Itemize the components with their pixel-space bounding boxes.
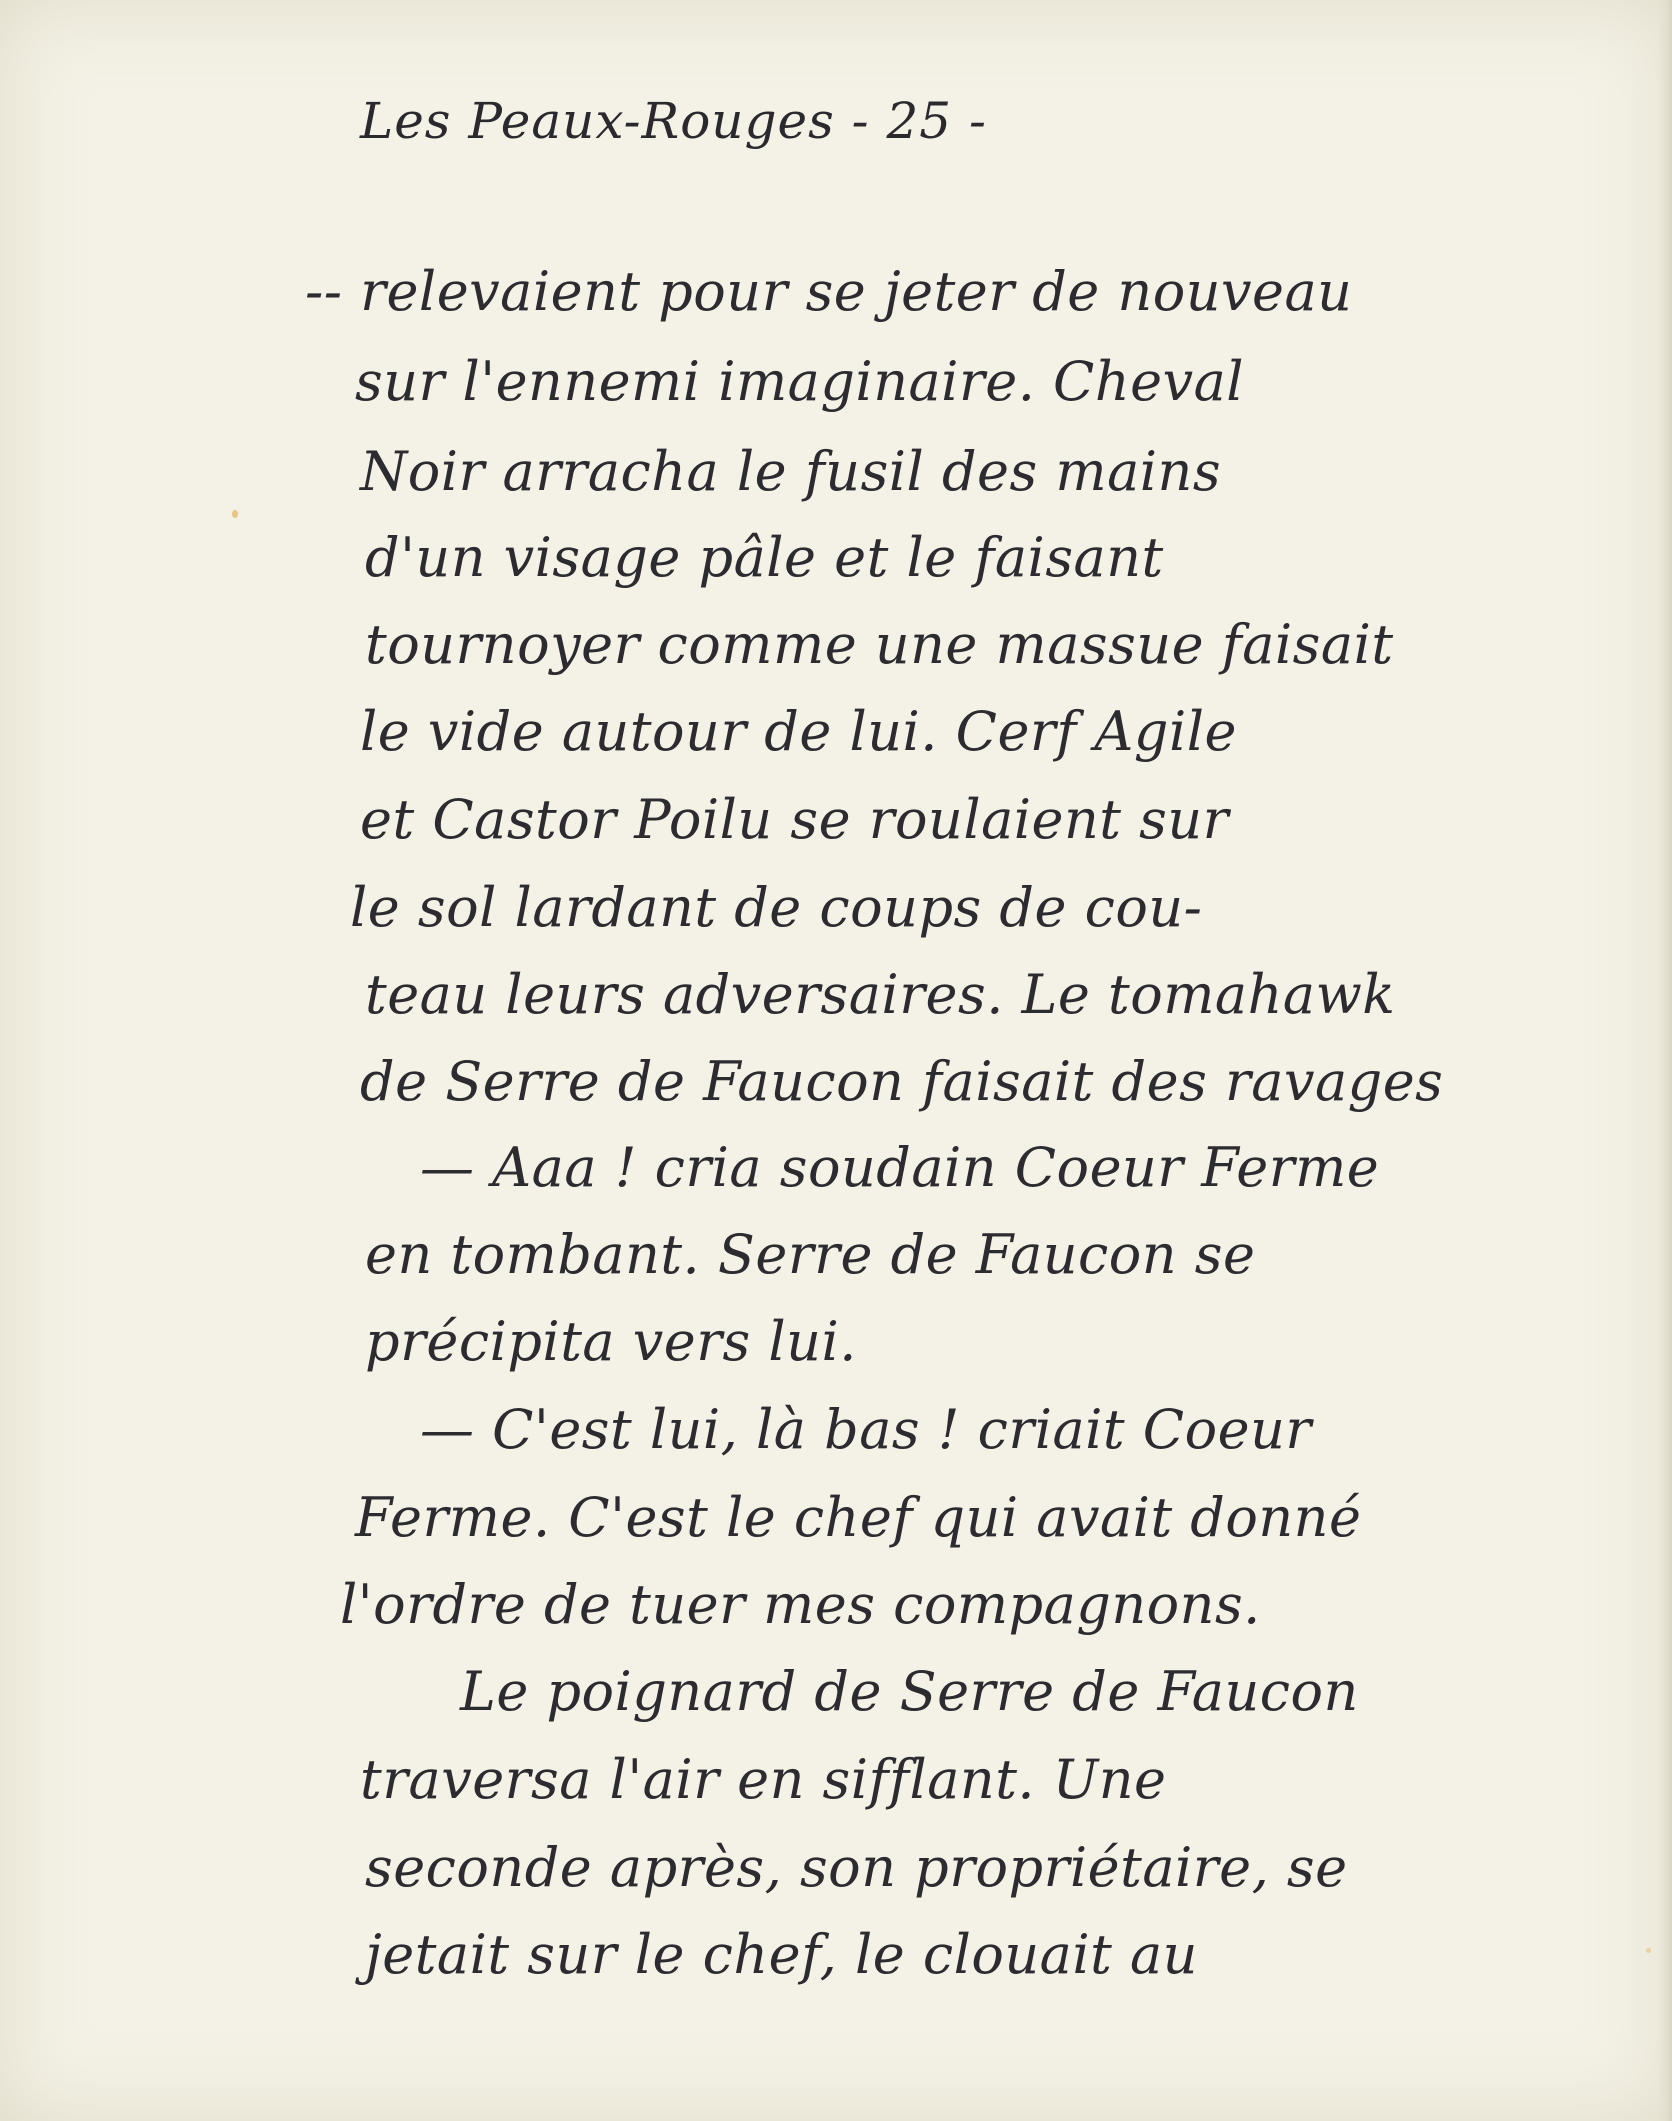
text-line: et Castor Poilu se roulaient sur — [360, 788, 1229, 851]
text-line: -- relevaient pour se jeter de nouveau — [305, 260, 1353, 323]
text-line: Le poignard de Serre de Faucon — [460, 1660, 1359, 1723]
text-line: le vide autour de lui. Cerf Agile — [360, 700, 1237, 763]
text-line: d'un visage pâle et le faisant — [365, 526, 1164, 589]
text-line: — C'est lui, là bas ! criait Coeur — [420, 1398, 1312, 1461]
text-line: teau leurs adversaires. Le tomahawk — [365, 963, 1396, 1026]
paper-stain — [1646, 1948, 1651, 1953]
text-line: traversa l'air en sifflant. Une — [360, 1748, 1167, 1811]
text-line: précipita vers lui. — [365, 1310, 857, 1373]
text-line: de Serre de Faucon faisait des ravages — [360, 1050, 1444, 1113]
text-line: tournoyer comme une massue faisait — [365, 613, 1394, 676]
text-line: en tombant. Serre de Faucon se — [365, 1223, 1256, 1286]
text-line: jetait sur le chef, le clouait au — [365, 1923, 1198, 1986]
page-heading: Les Peaux-Rouges - 25 - — [360, 92, 987, 150]
text-line: l'ordre de tuer mes compagnons. — [340, 1573, 1261, 1636]
text-line: — Aaa ! cria soudain Coeur Ferme — [420, 1136, 1380, 1199]
text-line: Noir arracha le fusil des mains — [360, 440, 1222, 503]
text-line: sur l'ennemi imaginaire. Cheval — [355, 350, 1245, 413]
text-line: Ferme. C'est le chef qui avait donné — [355, 1486, 1362, 1549]
paper-edge — [1658, 0, 1672, 2121]
text-line: seconde après, son propriétaire, se — [365, 1836, 1348, 1899]
text-line: le sol lardant de coups de cou- — [350, 876, 1203, 939]
paper-stain — [232, 510, 238, 518]
